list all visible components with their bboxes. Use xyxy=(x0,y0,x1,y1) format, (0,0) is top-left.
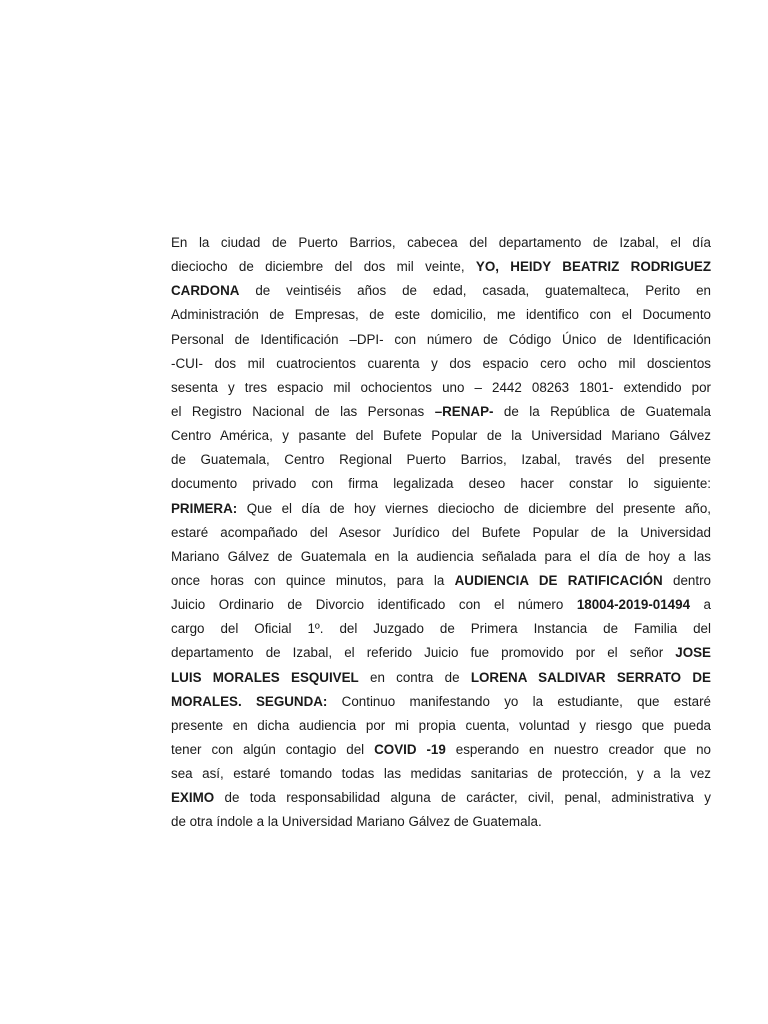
text-run: Centro América, y pasante del Bufete Popular de la Universidad Mariano Gálvez xyxy=(171,428,711,444)
text-run: esperando en nuestro creador que no xyxy=(445,741,711,757)
text-run: En la ciudad de Puerto Barrios, cabecea del departamento de Izabal, el día xyxy=(171,235,711,250)
bold-text-run: CARDONA xyxy=(171,283,240,299)
text-line xyxy=(171,641,711,665)
text-line xyxy=(171,255,711,279)
text-line xyxy=(171,521,711,545)
text-run: estaré acompañado del Asesor Jurídico del Bufete Popular de la Universidad xyxy=(171,524,711,540)
text-run: en contra de xyxy=(358,669,471,685)
text-line xyxy=(171,690,711,714)
bold-text-run: –RENAP- xyxy=(434,403,494,419)
document-body-paragraph xyxy=(171,231,711,835)
text-run: Que el día de hoy viernes dieciocho de diciembre del presente año, xyxy=(237,500,711,516)
text-run: de veintiséis años de edad, casada, guatemalteca, Perito en xyxy=(239,283,711,299)
text-run: Juicio Ordinario de Divorcio identificado con el número xyxy=(171,597,577,613)
text-line xyxy=(171,810,711,834)
text-line xyxy=(171,424,711,448)
text-line xyxy=(171,472,711,496)
bold-text-run: 18004-2019-01494 xyxy=(576,597,691,613)
text-run: de toda responsabilidad alguna de carácter, civil, penal, administrativa y xyxy=(214,790,711,806)
text-run: de la República de Guatemala xyxy=(493,403,711,419)
text-line xyxy=(171,497,711,521)
text-run: el Registro Nacional de las Personas xyxy=(171,403,435,419)
text-run: dentro xyxy=(662,572,711,588)
text-line xyxy=(171,786,711,810)
text-line xyxy=(171,666,711,690)
text-run: -CUI- dos mil cuatrocientos cuarenta y dos espacio cero ocho mil doscientos xyxy=(171,355,711,371)
text-run: Personal de Identificación –DPI- con número de Código Único de Identificación xyxy=(171,331,711,347)
text-line xyxy=(171,762,711,786)
bold-text-run: COVID -19 xyxy=(374,741,446,757)
text-run: departamento de Izabal, el referido Juicio fue promovido por el señor xyxy=(171,645,676,661)
text-run: cargo del Oficial 1º. del Juzgado de Primera Instancia de Familia del xyxy=(171,621,711,637)
text-run: documento privado con firma legalizada deseo hacer constar lo siguiente: xyxy=(171,476,711,492)
text-run: once horas con quince minutos, para la xyxy=(171,572,455,588)
text-line xyxy=(171,617,711,641)
text-run: Continuo manifestando yo la estudiante, que estaré xyxy=(327,693,711,709)
text-line xyxy=(171,738,711,762)
text-run: de Guatemala, Centro Regional Puerto Barrios, Izabal, través del presente xyxy=(171,452,711,468)
text-run: dieciocho de diciembre del dos mil veinte, xyxy=(171,259,476,275)
bold-text-run: YO, HEIDY BEATRIZ RODRIGUEZ xyxy=(475,259,712,275)
text-line xyxy=(171,545,711,569)
text-run: Mariano Gálvez de Guatemala en la audiencia señalada para el día de hoy a las xyxy=(171,548,711,564)
bold-text-run: JOSE xyxy=(675,645,711,661)
bold-text-run: LORENA SALDIVAR SERRATO DE xyxy=(470,669,711,685)
text-line xyxy=(171,231,711,255)
text-run: tener con algún contagio del xyxy=(171,741,375,757)
text-run: presente en dicha audiencia por mi propia cuenta, voluntad y riesgo que pueda xyxy=(171,717,711,733)
text-run: sea así, estaré tomando todas las medidas sanitarias de protección, y a la vez xyxy=(171,766,711,782)
text-line xyxy=(171,593,711,617)
bold-text-run: EXIMO xyxy=(171,790,215,806)
text-run: Administración de Empresas, de este domicilio, me identifico con el Documento xyxy=(171,307,711,323)
text-line xyxy=(171,303,711,327)
text-line xyxy=(171,714,711,738)
text-line xyxy=(171,328,711,352)
text-run: a xyxy=(690,597,711,613)
text-line xyxy=(171,279,711,303)
text-run: de otra índole a la Universidad Mariano Gálvez de Guatemala. xyxy=(171,814,542,830)
bold-text-run: AUDIENCIA DE RATIFICACIÓN xyxy=(454,572,663,588)
text-line xyxy=(171,400,711,424)
text-line xyxy=(171,569,711,593)
text-run: sesenta y tres espacio mil ochocientos uno – 2442 08263 1801- extendido por xyxy=(171,379,711,395)
text-line xyxy=(171,352,711,376)
bold-text-run: LUIS MORALES ESQUIVEL xyxy=(171,669,359,685)
text-line xyxy=(171,376,711,400)
text-line xyxy=(171,448,711,472)
bold-text-run: MORALES. SEGUNDA: xyxy=(171,693,328,709)
bold-text-run: PRIMERA: xyxy=(171,500,238,516)
